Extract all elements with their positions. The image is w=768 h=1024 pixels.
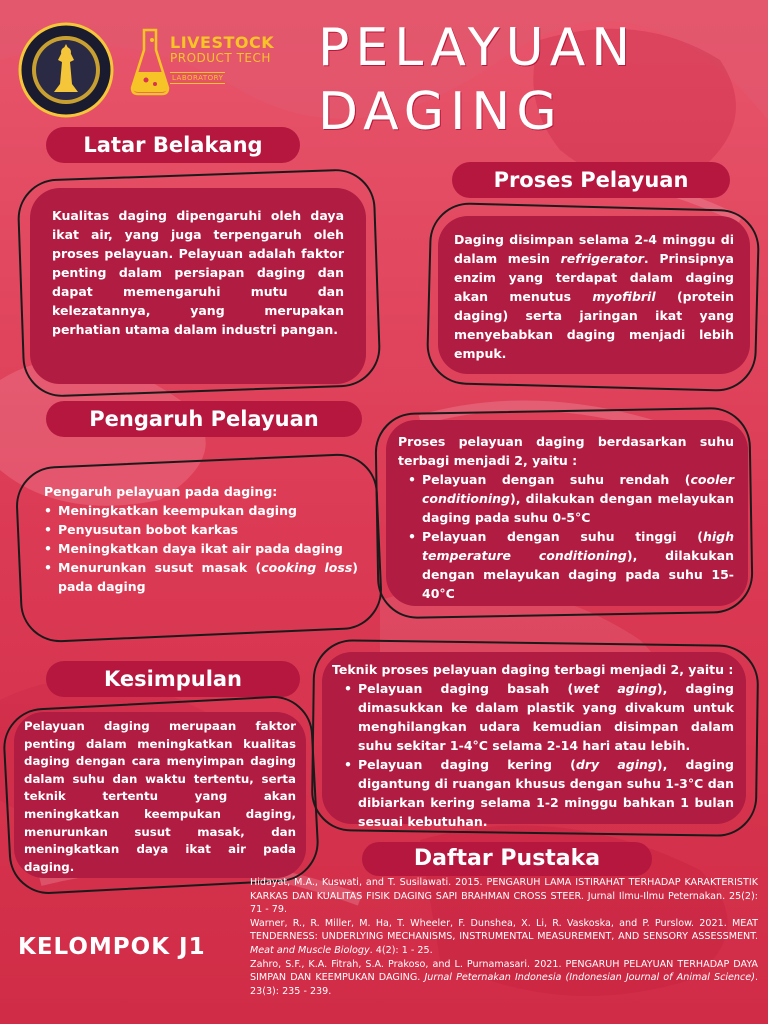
list-item: • Pelayuan daging basah (wet aging), daging dimasukkan ke dalam plastik yang divakum untuk menghilangkan udara kemudian disimpan dalam suhu sekitar 1-4°C selama 2-14 hari atau lebih. <box>344 679 734 755</box>
list-item: • Meningkatkan daya ikat air pada daging <box>44 539 358 558</box>
title-line2: DAGING <box>318 82 563 142</box>
kesimpulan-text: Pelayuan daging merupaan faktor penting dalam meningkatkan kualitas daging dengan cara menyimpan daging dalam suhu dan waktu tertentu, serta teknik tertentu yang akan meningkatkan keempukan daging, menurunkan susut masak, dan meningkatkan daya ikat air pada daging. <box>24 719 296 874</box>
group-label: KELOMPOK J1 <box>18 934 206 960</box>
pengaruh-pelayuan-heading: Pengaruh Pelayuan <box>46 401 362 437</box>
teknik-intro: Teknik proses pelayuan daging terbagi menjadi 2, yaitu : <box>332 662 734 677</box>
list-item: • Penyusutan bobot karkas <box>44 520 358 539</box>
flask-icon <box>130 26 170 96</box>
daftar-pustaka-heading: Daftar Pustaka <box>362 842 652 876</box>
references <box>250 876 758 998</box>
lab-logo-line3: LABORATORY <box>172 74 224 82</box>
kesimpulan-heading: Kesimpulan <box>46 661 300 697</box>
list-item: • Pelayuan dengan suhu rendah (cooler conditioning), dilakukan dengan melayukan daging pada suhu 0-5°C <box>408 470 734 527</box>
livestock-product-tech-logo <box>130 26 280 96</box>
suhu-intro: Proses pelayuan daging berdasarkan suhu terbagi menjadi 2, yaitu : <box>398 434 734 468</box>
proses-pelayuan-heading: Proses Pelayuan <box>452 162 730 198</box>
university-brawijaya-logo <box>18 22 114 118</box>
teknik-outline <box>311 639 760 837</box>
reference-item: Hidayat, M.A., Kuswati, and T. Susilawati. 2015. PENGARUH LAMA ISTIRAHAT TERHADAP KARAKTERISTIK KARKAS DAN KUALITAS FISIK DAGING SAPI BRAHMAN CROSS STEER. Jurnal Ilmu-Ilmu Peternakan. 25(2): 71 - 79. <box>250 877 758 916</box>
reference-item: Warner, R., R. Miller, M. Ha, T. Wheeler, F. Dunshea, X. Li, R. Vaskoska, and P. Purslow. 2021. MEAT TENDERNESS: UNDERLYING MECHANISMS, INSTRUMENTAL MEASUREMENT, AND SENSORY ASSESSMENT. Meat and Muscle Biology. 4(2): 1 - 25. <box>250 917 758 956</box>
list-item: • Menurunkan susut masak (cooking loss) pada daging <box>44 558 358 596</box>
latar-belakang-text: Kualitas daging dipengaruhi oleh daya ikat air, yang juga terpengaruh oleh proses pelayuan. Pelayuan adalah faktor penting dalam persiapan daging dan dapat memengaruhi mutu dan kelezatannya, yang merupakan perhatian utama dalam industri pangan. <box>52 208 344 337</box>
latar-belakang-heading: Latar Belakang <box>46 127 300 163</box>
suhu-outline <box>374 407 754 620</box>
pengaruh-outline <box>14 452 383 644</box>
list-item: • Meningkatkan keempukan daging <box>44 501 358 520</box>
kesimpulan-outline <box>1 694 320 896</box>
list-item: • Pelayuan dengan suhu tinggi (high temperature conditioning), dilakukan dengan melayukan daging pada suhu 15-40°C <box>408 527 734 603</box>
pengaruh-intro: Pengaruh pelayuan pada daging: <box>44 484 278 499</box>
lab-logo-line2: PRODUCT TECH <box>170 51 271 65</box>
proses-pelayuan-text: Daging disimpan selama 2-4 minggu di dalam mesin refrigerator. Prinsipnya enzim yang terdapat dalam daging akan menutus myofibril (protein daging) serta jaringan ikat yang menyebabkan daging menjadi lebih empuk. <box>454 232 734 361</box>
proses-outline <box>426 202 761 393</box>
page-title <box>318 16 758 144</box>
lab-logo-line1: LIVESTOCK <box>170 33 275 52</box>
reference-item: Zahro, S.F., K.A. Fitrah, S.A. Prakoso, and L. Purnamasari. 2021. PENGARUH PELAYUAN TERHADAP DAYA SIMPAN DAN KEEMPUKAN DAGING. Jurnal Peternakan Indonesia (Indonesian Journal of Animal Science). 23(3): 235 - 239. <box>250 958 758 997</box>
title-line1: PELAYUAN <box>318 18 637 78</box>
latar-outline <box>16 168 381 398</box>
list-item: • Pelayuan daging kering (dry aging), daging digantung di ruangan khusus dengan suhu 1-3°C dan dibiarkan kering selama 1-2 minggu bahkan 1 bulan sesuai kebutuhan. <box>344 755 734 831</box>
